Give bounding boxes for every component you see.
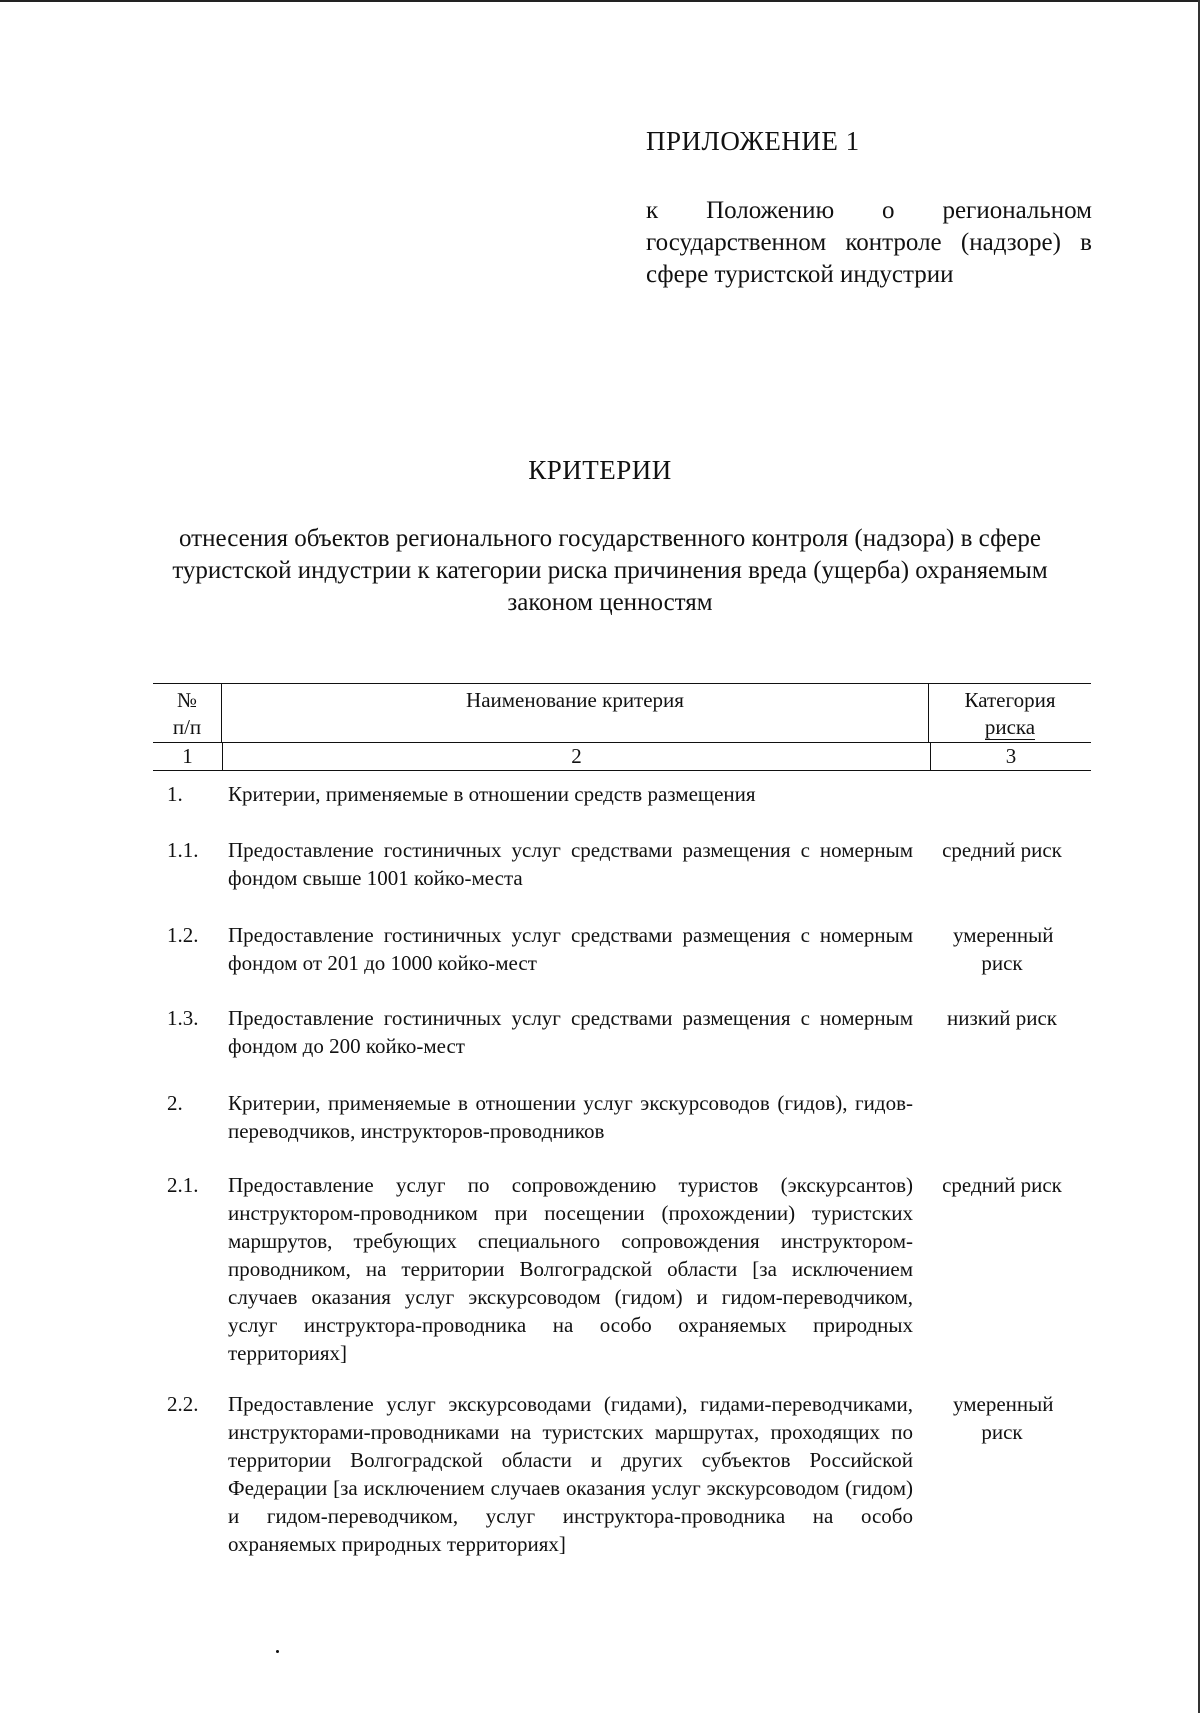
table-row [153,836,1091,892]
table-row [153,921,1091,977]
table-row [153,1390,1091,1558]
row-risk: умеренный риск [953,1392,1054,1444]
column-number-2: 2 [223,743,931,770]
table-row [153,1004,1091,1060]
table-row [153,780,1091,808]
column-number-row [153,742,1091,771]
row-criterion: Критерии, применяемые в отношении средств размещения [228,782,756,806]
column-number-1: 1 [153,743,223,770]
row-risk: средний риск [942,838,1062,862]
table-row [153,1089,1091,1145]
row-criterion: Предоставление гостиничных услуг средствами размещения с номерным фондом до 200 койко-мест [228,1006,913,1058]
row-criterion: Предоставление гостиничных услуг средствами размещения с номерным фондом свыше 1001 койко-места [228,838,913,890]
row-number: 1.2. [167,923,199,947]
row-number: 1. [167,782,183,806]
scan-border-top [0,0,1200,2]
column-number-3: 3 [1005,744,1017,768]
document-title: КРИТЕРИИ [528,455,672,485]
document-subtitle: отнесения объектов регионального государственного контроля (надзора) в сфере туристской индустрии к категории риска причинения вреда (ущерба) охраняемым законом ценностям [172,525,1048,616]
header-num: № п/п [153,684,222,742]
row-criterion: Предоставление услуг экскурсоводами (гидами), гидами-переводчиками, инструкторами-проводниками на туристских маршрутах, проходящих по территории Волгоградской области и других субъектов Российской Федерации [за исключением случаев оказания услуг экскурсоводом (гидом) и гидом-переводчиком, услуг инструктора-проводника на особо охраняемых природных территориях] [228,1392,913,1556]
appendix-label: ПРИЛОЖЕНИЕ 1 [646,126,860,156]
row-criterion: Критерии, применяемые в отношении услуг экскурсоводов (гидов), гидов-переводчиков, инструкторов-проводников [228,1091,913,1143]
row-number: 1.1. [167,838,199,862]
row-number: 1.3. [167,1006,199,1030]
row-risk [913,1089,1091,1145]
row-risk: низкий риск [947,1006,1057,1030]
row-criterion: Предоставление гостиничных услуг средствами размещения с номерным фондом от 201 до 1000 койко-мест [228,923,913,975]
scan-speck [276,1650,279,1653]
row-risk [913,780,1091,808]
row-criterion: Предоставление услуг по сопровождению туристов (экскурсантов) инструктором-проводником при посещении (прохождении) туристских маршрутов, требующих специального сопровождения инструктором-проводником, на территории Волгоградской области [за исключением случаев оказания услуг экскурсоводом (гидом) и гидом-переводчиком, услуг инструктора-проводника на особо охраняемых природных территориях] [228,1173,913,1365]
row-risk: средний риск [942,1173,1062,1197]
criteria-table-header [153,683,1091,771]
table-row [153,1171,1091,1367]
header-name: Наименование критерия [222,684,929,742]
header-category: Категория риска [964,688,1056,739]
row-number: 2.1. [167,1173,199,1197]
row-number: 2.2. [167,1392,199,1416]
row-number: 2. [167,1091,183,1115]
row-risk: умеренный риск [953,923,1054,975]
header-row [153,683,1091,742]
appendix-reference: к Положению о региональном государственном контроле (надзоре) в сфере туристской индустрии [646,197,1092,288]
